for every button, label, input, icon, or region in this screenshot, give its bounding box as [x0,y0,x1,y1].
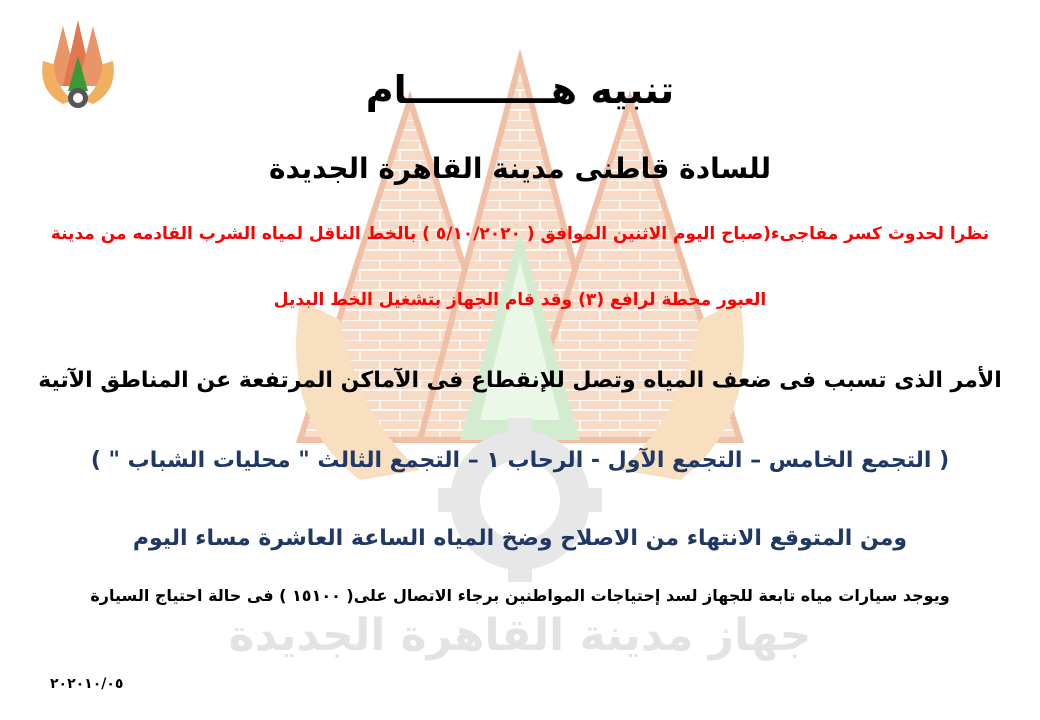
effect-text: الأمر الذى تسبب فى ضعف المياه وتصل للإنقطاع فى الآماكن المرتفعة عن المناطق الآتية [38,368,1002,393]
date-stamp: ٢٠٢٠١٠/٠٥ [50,676,124,692]
affected-areas: ( التجمع الخامس – التجمع الآول - الرحاب ١ – التجمع الثالث " محليات الشباب " ) [90,448,950,473]
watermark-text: جهاز مدينة القاهرة الجديدة [228,610,812,661]
page-title: تنبيه هـــــــــــام [365,68,675,112]
incident-line-2: العبور محطة لرافع (٣) وقد قام الجهاز بتشغيل الخط البديل [273,290,767,310]
addressee-heading: للسادة قاطنى مدينة القاهرة الجديدة [268,152,772,185]
incident-line-1: نظرا لحدوث كسر مفاجىء(صباح اليوم الاثنين الموافق ( ٥/١٠/٢٠٢٠ ) بالخط الناقل لمياه الشرب القادمه من مدينة [50,224,990,244]
restoration-text: ومن المتوقع الانتهاء من الاصلاح وضخ المياه الساعة العاشرة مساء اليوم [132,526,908,551]
tankers-text: ويوجد سيارات مياه تابعة للجهاز لسد إحتياجات المواطنين برجاء الاتصال على( ١٥١٠٠ ) فى حالة احتياج السيارة [90,586,950,605]
